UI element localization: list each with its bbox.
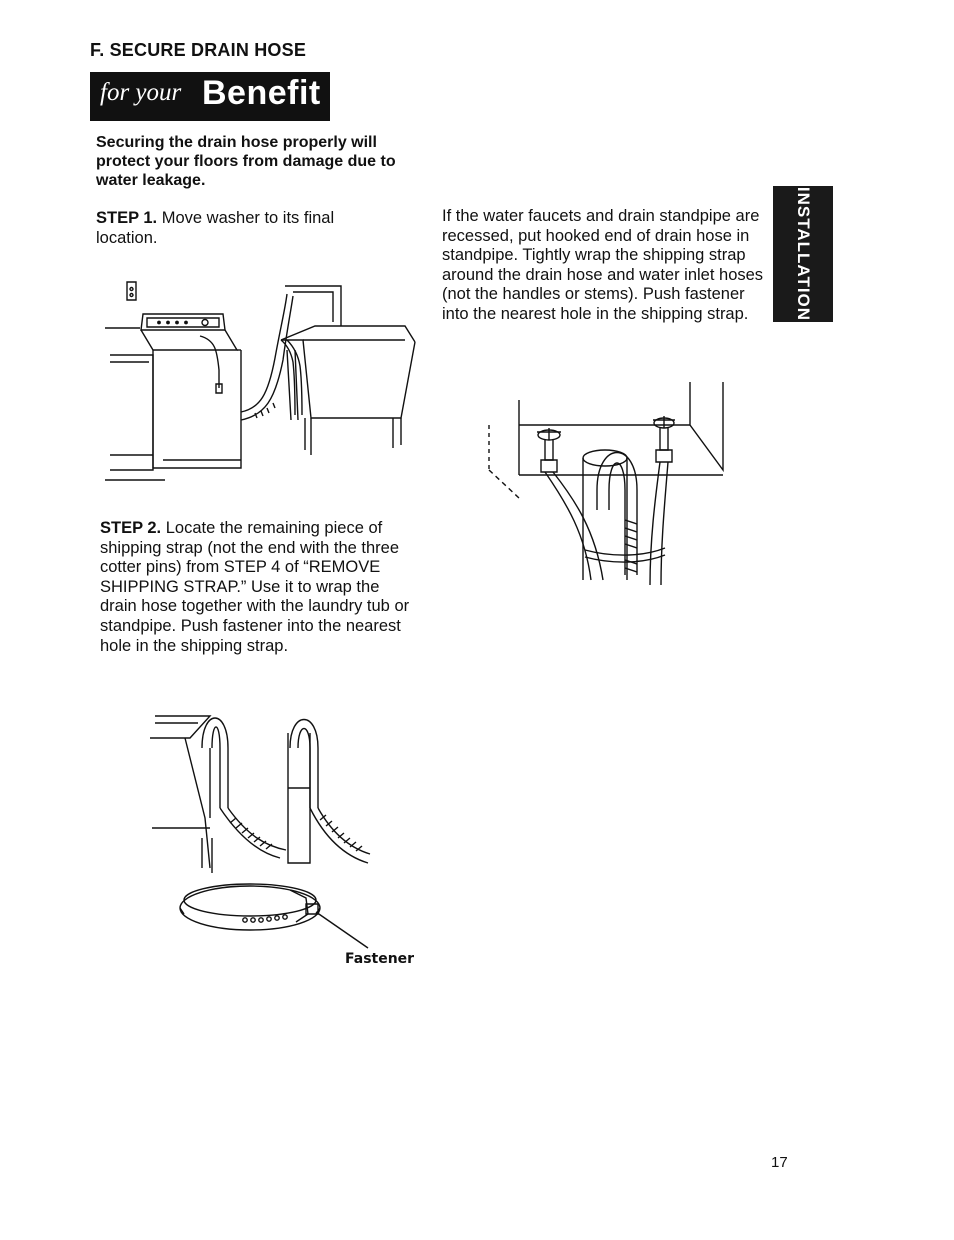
washer-and-laundry-tub-illustration	[105, 270, 425, 485]
recessed-standpipe-illustration	[485, 380, 730, 595]
recessed-standpipe-paragraph: If the water faucets and drain standpipe are recessed, put hooked end of drain hose in standpipe. Tightly wrap the shipping strap around the drain hose and water inlet hoses (not the handles or stems). Push fastener into the nearest hole in the shipping strap.	[442, 207, 764, 323]
step-2-text: Locate the remaining piece of shipping strap (not the end with the three cotter pins) from STEP 4 of “REMOVE SHIPPING STRAP.” Use it to wrap the drain hose together with the laundry tub or standpipe. Push fastener into the nearest hole in the shipping strap.	[100, 519, 410, 655]
step-1-text: Move washer to its final location.	[96, 209, 335, 247]
banner-script-text: for your	[100, 79, 182, 106]
step-1-paragraph	[96, 209, 396, 248]
section-heading: F. SECURE DRAIN HOSE	[90, 40, 307, 60]
page-number: 17	[771, 1154, 788, 1171]
banner-big-text: Benefit	[202, 74, 321, 112]
drain-hose-strap-illustration	[150, 708, 375, 953]
banner-underline	[90, 118, 330, 121]
step-2-paragraph	[100, 519, 410, 656]
intro-warning-text: Securing the drain hose properly will protect your floors from damage due to water leakage.	[96, 134, 396, 189]
for-your-benefit-banner	[90, 72, 330, 118]
step-2-label: STEP 2.	[100, 519, 162, 537]
installation-side-tab	[773, 186, 833, 322]
side-tab-label: INSTALLATION	[794, 186, 813, 322]
step-1-label: STEP 1.	[96, 209, 158, 227]
fastener-callout-label: Fastener	[345, 951, 415, 967]
